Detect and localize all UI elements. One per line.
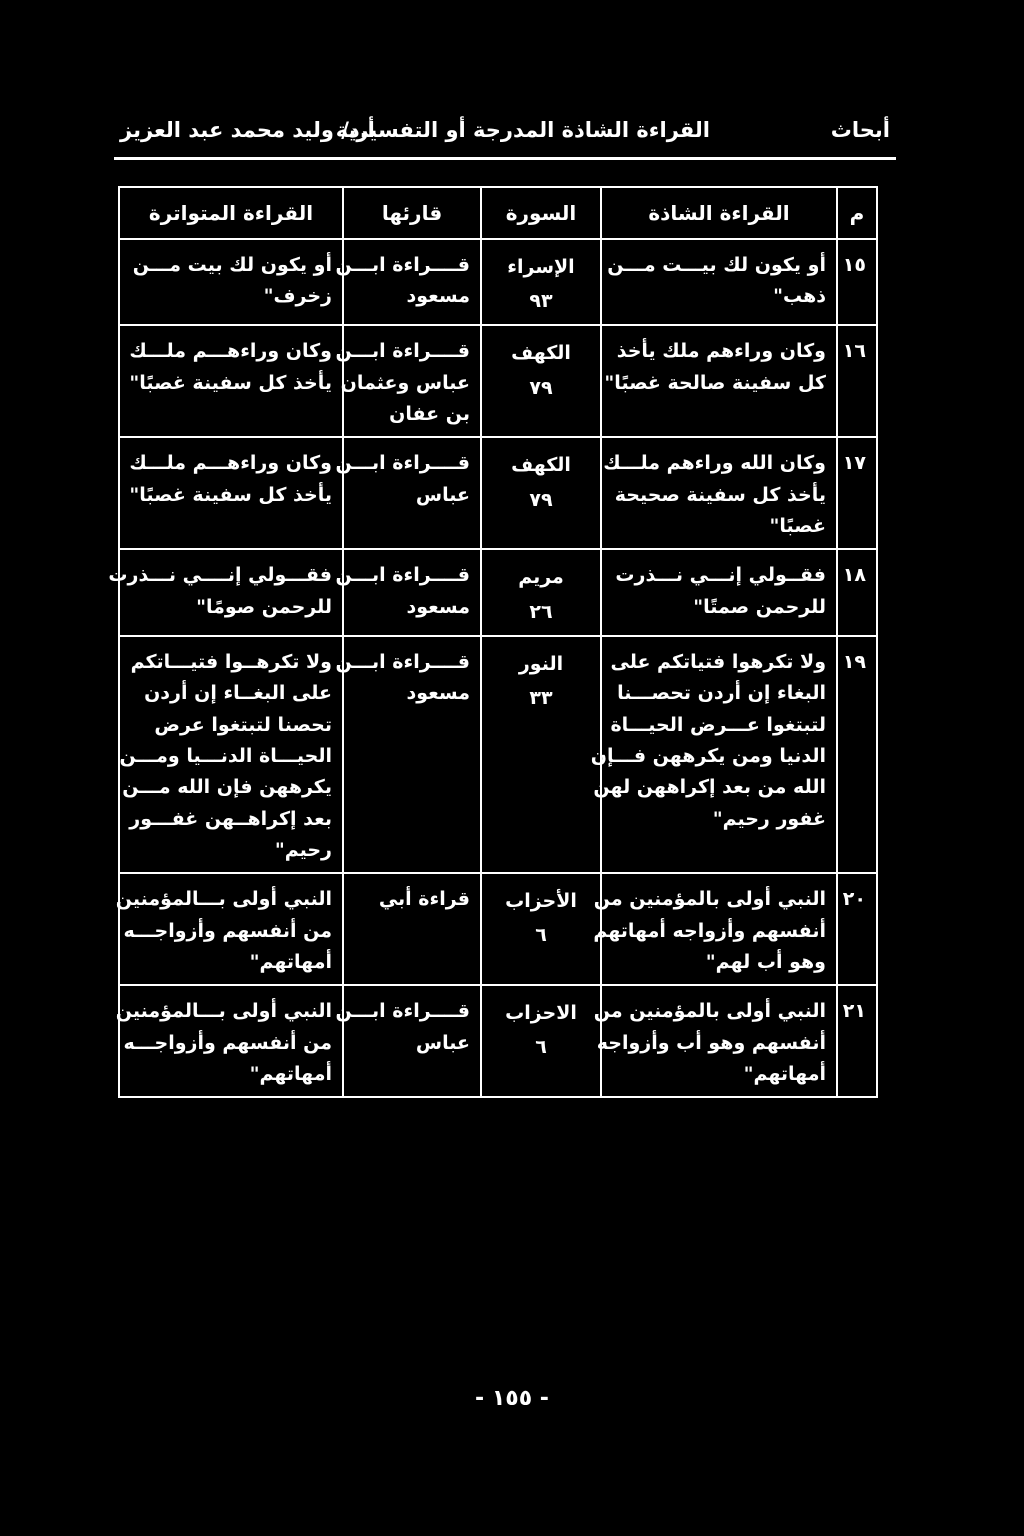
cell-line: قــــراءة ابـــن [335,650,470,673]
mutawatira-reading-cell [119,239,343,325]
cell-line: الله من بعد إكراههن لهن [593,776,826,799]
mutawatira-reading-cell [119,325,343,437]
cell-line: ولا تكرهوا فتياتكم على [610,650,826,673]
cell-line: النبي أولى بالمؤمنين من [593,888,826,911]
cell-line: الكهف [511,342,571,365]
surah-cell [481,636,601,873]
header-book-title: القراءة الشاذة المدرجة أو التفسيرية [335,118,710,142]
cell-line: ٧٩ [529,376,553,399]
header-author: أ.د/ وليد محمد عبد العزيز [120,118,375,142]
table-row [119,325,877,437]
cell-line: ٩٣ [529,290,553,313]
cell-line: الإسراء [507,256,575,278]
row-number-cell: ١٩ [837,636,877,873]
cell-line: فقــولي إنـــي نـــذرت [615,564,826,587]
cell-line: النبي أولى بـــالمؤمنين [115,1000,332,1023]
header-divider [114,157,896,160]
reciter-cell [335,985,481,1097]
mutawatira-reading-cell [115,873,343,985]
cell-line: أو يكون لك بيـــت مـــن [607,254,826,276]
row-number-cell: ١٧ [837,437,877,549]
cell-line: زخرف" [263,285,332,308]
reciter-cell [335,325,481,437]
cell-line: لتبتغوا عـــرض الحيـــاة [610,713,826,736]
shadh-reading-cell [593,985,837,1097]
cell-line: النور [518,652,564,675]
cell-line: أمهاتهم" [249,1062,332,1085]
table-row [119,985,877,1097]
cell-line: قــــراءة ابـــن [335,254,470,276]
cell-line: ٦ [535,924,547,947]
cell-line: مريم [518,566,564,589]
header-shadh: القراءة الشاذة [601,187,837,239]
surah-cell [481,325,601,437]
cell-line: يأخذ كل سفينة غصبًا" [129,371,332,394]
reciter-cell [335,636,481,873]
mutawatira-reading-cell [119,437,343,549]
cell-line: الدنيا ومن يكرههن فـــإن [590,744,826,767]
shadh-reading-cell [593,873,837,985]
readings-table-container [108,186,876,1085]
shadh-reading-cell [601,437,837,549]
cell-line: كل سفينة صالحة غصبًا" [604,371,826,394]
cell-line: ٢٦ [529,600,553,623]
cell-line: عباس [415,1031,470,1054]
cell-line: بن عفان [389,403,470,426]
cell-line: ٣٣ [529,687,553,709]
cell-line: قــــراءة ابـــن [335,452,470,475]
header-mutawatira: القراءة المتواترة [119,187,343,239]
cell-line: قراءة أبي [378,888,470,911]
cell-line: غصبًا" [769,515,826,538]
cell-line: وهو أب لهم" [705,950,826,973]
cell-line: الكهف [511,454,571,477]
surah-cell [481,437,601,549]
cell-line: من أنفسهم وأزواجـــه [123,1031,332,1054]
running-header [110,112,900,152]
cell-line: للرحمن صمتًا" [693,595,826,618]
cell-line: قــــراءة ابـــن [335,564,470,587]
table-header-row [119,187,877,239]
row-number-cell: ٢١ [837,985,877,1097]
table-row [119,549,877,635]
reciter-cell [335,549,481,635]
cell-line: الأحزاب [505,890,577,913]
header-surah: السورة [481,187,601,239]
cell-line: النبي أولى بـــالمؤمنين [115,888,332,911]
row-number-cell: ١٦ [837,325,877,437]
cell-line: وكان الله وراءهم ملـــك [603,452,826,475]
header-section-title: أبحاث [830,118,890,142]
table-row [119,636,877,873]
cell-line: قــــراءة ابـــن [335,340,470,363]
cell-line: غفور رحيم" [712,807,826,830]
cell-line: مسعود [406,682,470,705]
cell-line: من أنفسهم وأزواجـــه [123,919,332,942]
mutawatira-reading-cell [108,549,343,635]
cell-line: أو يكون لك بيت مـــن [132,254,332,276]
cell-line: وكان وراءهـــم ملـــك [129,452,332,475]
cell-line: فقـــولي إنــــي نـــذرت [108,564,332,587]
row-number-cell: ٢٠ [837,873,877,985]
cell-line: يأخذ كل سفينة غصبًا" [129,483,332,506]
cell-line: يأخذ كل سفينة صحيحة [614,483,826,506]
cell-line: على البغــاء إن أردن [144,682,332,705]
table-row [119,873,877,985]
shadh-reading-cell [601,239,837,325]
cell-line: أمهاتهم" [249,950,332,973]
row-number-cell: ١٥ [837,239,877,325]
reciter-cell [343,873,481,985]
cell-line: وكان وراءهـــم ملـــك [129,340,332,363]
cell-line: الاحزاب [505,1002,577,1025]
row-number-cell: ١٨ [837,549,877,635]
cell-line: عباس [415,483,470,506]
cell-line: مسعود [406,285,470,308]
cell-line: ذهب" [773,285,826,308]
cell-line: الحيـــاة الدنـــيا ومـــن [119,744,332,767]
surah-cell [481,239,601,325]
cell-line: النبي أولى بالمؤمنين من [593,1000,826,1023]
cell-line: البغاء إن أردن تحصـــنا [617,682,826,705]
reciter-cell [335,239,481,325]
shadh-reading-cell [601,325,837,437]
header-num: م [837,187,877,239]
cell-line: مسعود [406,595,470,618]
surah-cell [481,873,601,985]
cell-line: رحيم" [274,838,332,861]
cell-line: أنفسهم وأزواجه أمهاتهم [593,919,826,942]
cell-line: للرحمن صومًا" [196,595,332,618]
cell-line: تحصنا لتبتغوا عرض [154,713,332,736]
cell-line: أمهاتهم" [743,1062,826,1085]
shadh-reading-cell [590,636,837,873]
table-row [119,437,877,549]
readings-table [108,186,878,1098]
shadh-reading-cell [601,549,837,635]
cell-line: ولا تكرهــوا فتيـــاتكم [130,650,332,673]
cell-line: وكان وراءهم ملك يأخذ [616,340,826,363]
reciter-cell [335,437,481,549]
mutawatira-reading-cell [119,636,343,873]
surah-cell [481,985,601,1097]
cell-line: عباس وعثمان [340,371,470,394]
header-qari: قارئها [343,187,481,239]
cell-line: يكرههن فإن الله مـــن [122,776,332,799]
table-body [108,239,877,1097]
cell-line: قــــراءة ابـــن [335,1000,470,1023]
cell-line: ٦ [535,1036,547,1059]
cell-line: بعد إكراهــهن غفـــور [129,807,332,830]
page-number: - ١٥٥ - [475,1386,549,1411]
surah-cell [481,549,601,635]
table-row [119,239,877,325]
cell-line: ٧٩ [529,488,553,511]
mutawatira-reading-cell [115,985,343,1097]
cell-line: أنفسهم وهو أب وأزواجه [596,1031,826,1054]
